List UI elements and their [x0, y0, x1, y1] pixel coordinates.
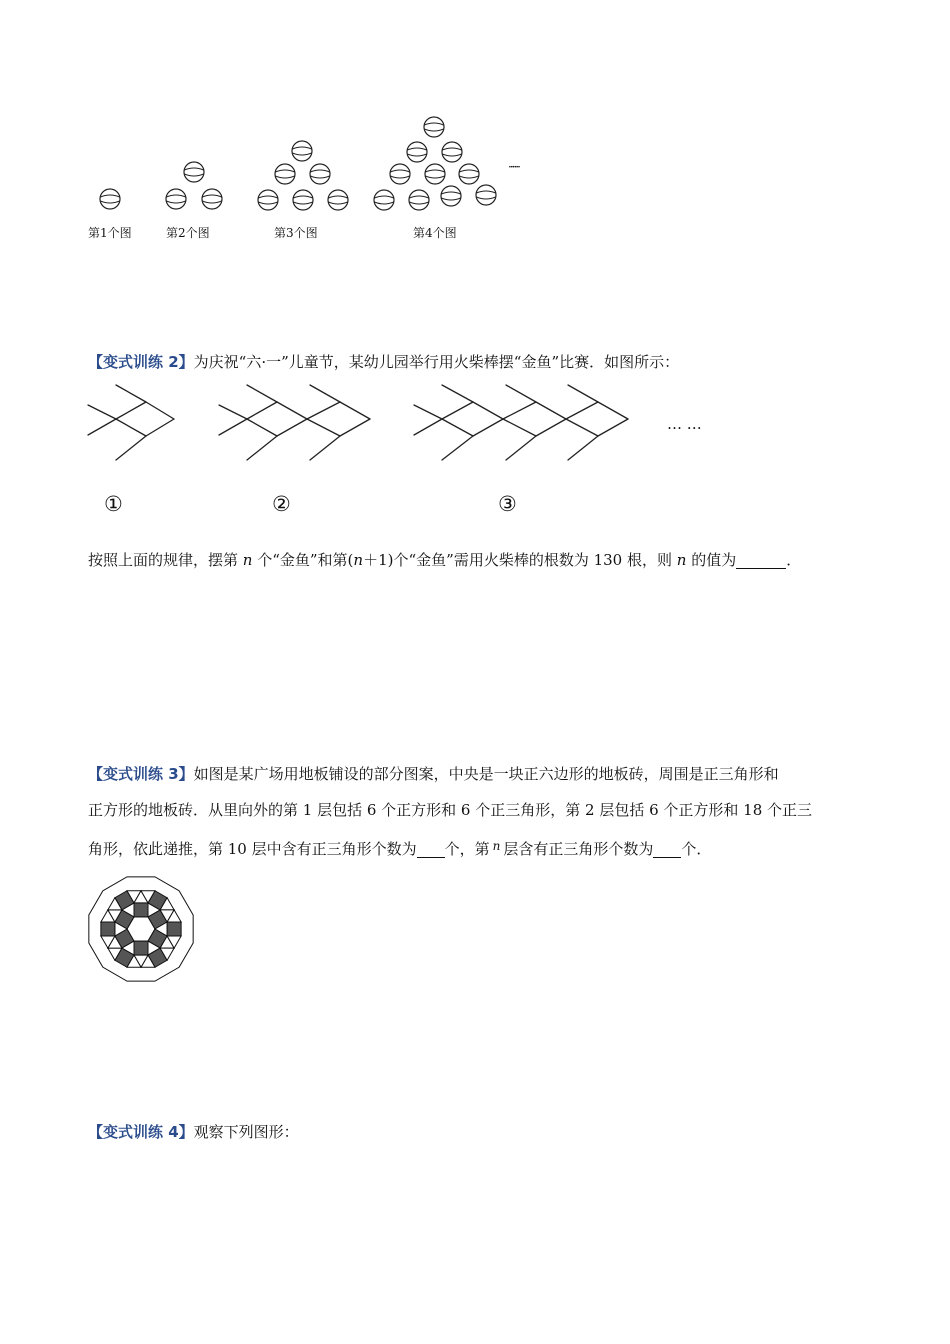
- q2-var-n: n: [242, 551, 253, 569]
- caption-figure-3: 第3个图: [274, 226, 318, 240]
- q3-line3-b: 个，第: [444, 840, 490, 858]
- caption-figure-1: 第1个图: [88, 226, 132, 240]
- q2-intro-text: 为庆祝“六·一”儿童节，某幼儿园举行用火柴棒摆“金鱼”比赛．如图所示：: [193, 353, 680, 371]
- ball-pattern-figure: [0, 0, 950, 260]
- q2-var-n2: n: [353, 551, 364, 569]
- q3-line-3: [88, 828, 878, 867]
- q3-var-n: n: [492, 839, 501, 853]
- ellipsis: ······: [508, 160, 519, 174]
- q3-line-1: [88, 756, 878, 792]
- square-tile: [101, 922, 115, 936]
- q3-answer-blank-2[interactable]: [653, 841, 681, 858]
- q3-tag: 【变式训练 3】: [88, 765, 194, 783]
- ball-figure-1: [100, 189, 120, 209]
- goldfish-label-2: ②: [272, 492, 291, 516]
- q4-text: 观察下列图形：: [193, 1123, 299, 1141]
- ball-figure-4: [374, 117, 496, 210]
- q3-line3-d: 个．: [681, 840, 712, 858]
- q3-answer-blank-1[interactable]: [417, 841, 445, 858]
- goldfish-1: [88, 385, 174, 460]
- q2-text-d: 的值为: [686, 551, 737, 569]
- goldfish-matchstick-figure: [0, 376, 950, 476]
- q2-var-n3: n: [676, 551, 687, 569]
- q2-text-c: ＋1)个“金鱼”需用火柴棒的根数为 130 根，则: [363, 551, 677, 569]
- ball-figure-2: [166, 162, 222, 209]
- square-tile: [134, 941, 148, 955]
- goldfish-label-1: ①: [104, 492, 123, 516]
- q2-text-b: 个“金鱼”和第(: [252, 551, 354, 569]
- square-tile: [134, 903, 148, 917]
- goldfish-label-3: ③: [498, 492, 517, 516]
- q2-answer-blank[interactable]: [736, 552, 786, 569]
- q3-line-2: 正方形的地板砖．从里向外的第 1 层包括 6 个正方形和 6 个正三角形，第 2 层包括 6 个正方形和 18 个正三: [88, 801, 813, 819]
- q2-intro: [88, 344, 679, 380]
- q2-question: [88, 542, 801, 578]
- q3-line3-a: 角形，依此递推，第 10 层中含有正三角形个数为: [88, 840, 417, 858]
- goldfish-ellipsis: … …: [667, 415, 702, 433]
- ball-figure-3: [258, 141, 348, 210]
- goldfish-3: [414, 385, 628, 460]
- q2-text-a: 按照上面的规律，摆第: [88, 551, 243, 569]
- q4-tag: 【变式训练 4】: [88, 1123, 194, 1141]
- q3-paragraph: [88, 756, 878, 867]
- q3-line1-text: 如图是某广场用地板铺设的部分图案，中央是一块正六边形的地板砖，周围是正三角形和: [193, 765, 779, 783]
- q3-line3-c: 层含有正三角形个数为: [503, 840, 654, 858]
- q2-text-end: ．: [786, 551, 802, 569]
- caption-figure-4: 第4个图: [413, 226, 457, 240]
- q2-tag: 【变式训练 2】: [88, 353, 194, 371]
- goldfish-2: [219, 385, 370, 460]
- q4-paragraph: [88, 1114, 299, 1150]
- square-tile: [167, 922, 181, 936]
- floor-tile-figure: [86, 874, 196, 984]
- caption-figure-2: 第2个图: [166, 226, 210, 240]
